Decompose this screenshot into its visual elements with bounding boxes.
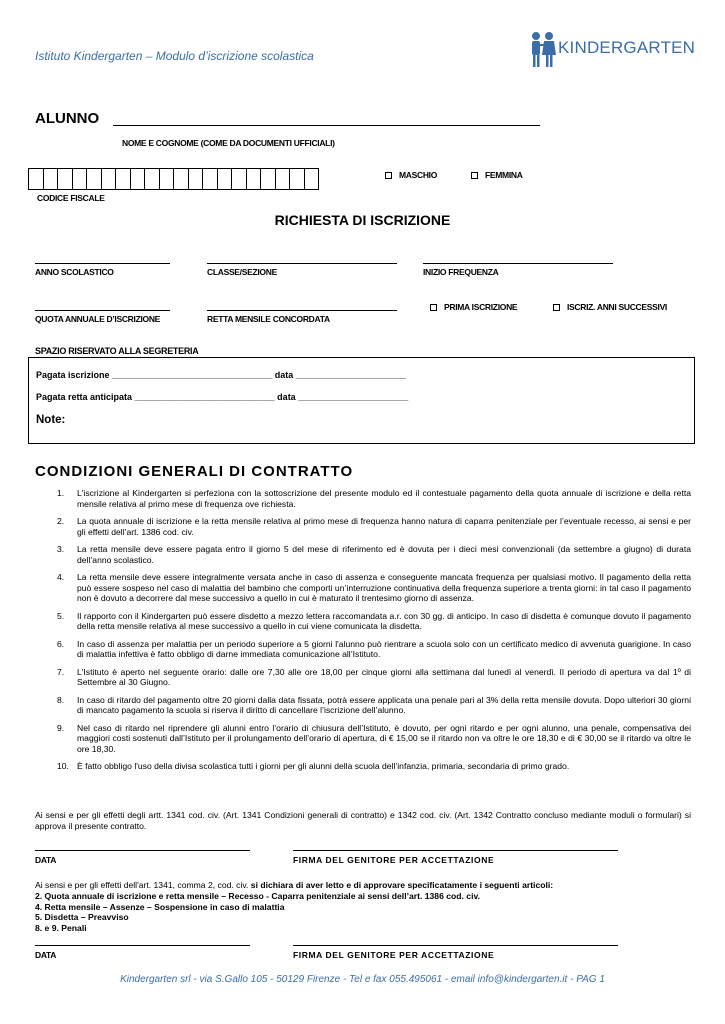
condizioni-list [35,488,691,779]
pagata-iscrizione-row[interactable]: Pagata iscrizione ________________________________ data ______________________ [36,370,406,380]
data-field-2[interactable] [35,945,250,946]
checkbox-icon [471,172,478,179]
nome-caption: NOME E COGNOME (COME DA DOCUMENTI UFFICIALI) [122,138,335,148]
list-item: 8. In caso di ritardo del pagamento oltre 20 giorni dalla data fissata, potrà essere applicata una penale pari al 3% della retta mensile dovuta. Dopo ulteriori 30 giorni di mancato pagamento la scuola si riserva il diritto di cancellare l’iscrizione dell’alunno. [57,694,691,715]
data-field-1[interactable] [35,850,250,851]
quota-label: QUOTA ANNUALE D’ISCRIZIONE [35,314,161,324]
logo-text: KINDERGARTEN [558,38,696,57]
checkbox-icon [430,304,437,311]
sensi-paragraph: Ai sensi e per gli effetti degli artt. 1341 cod. civ. (Art. 1341 Condizioni generali di contratto) e 1342 cod. civ. (Art. 1342 Contratto concluso mediante moduli o formulari) si approva il presente contratto. [35,810,691,831]
approvazione-intro: Ai sensi e per gli effetti dell'art. 1341, comma 2, cod. civ. si dichiara di aver letto e di approvare specificatamente i seguenti articoli: [35,880,554,890]
children-logo-icon [528,30,558,70]
segreteria-title: SPAZIO RISERVATO ALLA SEGRETERIA [35,346,199,356]
list-item: 6. In caso di assenza per malattia per un periodo superiore a 5 giorni l'alunno può rientrare a scuola solo con un certificato medico di avvenuta guarigione. In caso di malattia infettiva è fatto obbligo di darne immediata comunicazione all’Istituto. [57,638,691,659]
anno-field[interactable] [35,263,170,264]
nome-field[interactable] [113,125,540,126]
list-item: 3. La retta mensile deve essere pagata entro il giorno 5 del mese di riferimento ed è dovuta per i dieci mesi convenzionali (da settembre a giugno) di durata dell’anno scolastico. [57,544,691,565]
approvazione-line: 2. Quota annuale di iscrizione e retta mensile – Recesso - Caparra penitenziale ai sensi dell’art. 1386 cod. civ. [35,891,480,901]
approvazione-line: 4. Retta mensile – Assenze – Sospensione in caso di malattia [35,901,285,912]
firma-label-1: FIRMA DEL GENITORE PER ACCETTAZIONE [293,855,495,865]
femmina-checkbox[interactable]: FEMMINA [471,170,523,180]
checkbox-icon [553,304,560,311]
classe-field[interactable] [207,263,397,264]
condizioni-title: CONDIZIONI GENERALI DI CONTRATTO [35,463,354,480]
classe-label: CLASSE/SEZIONE [207,267,277,277]
anno-label: ANNO SCOLASTICO [35,267,114,277]
note-label: Note: [36,414,66,426]
firma-label-2: FIRMA DEL GENITORE PER ACCETTAZIONE [293,950,495,960]
data-label-2: DATA [35,950,57,960]
codice-fiscale-boxes[interactable] [28,168,318,190]
inizio-field[interactable] [423,263,613,264]
retta-field[interactable] [207,310,397,311]
approvazione-line: 8. e 9. Penali [35,922,87,933]
header-title: Istituto Kindergarten – Modulo d’iscrizione scolastica [35,49,314,63]
maschio-checkbox[interactable]: MASCHIO [385,170,437,180]
firma-field-2[interactable] [293,945,618,946]
footer: Kindergarten srl - via S.Gallo 105 - 50129 Firenze - Tel e fax 055.495061 - email info@kindergarten.it - PAG 1 [120,974,605,985]
list-item: 9. Nel caso di ritardo nel riprendere gli alunni entro l’orario di chiusura dell’Istituto, è dovuto, per ogni ritardo e per ogni alunno, una penale, compensativa dei maggiori costi sostenuti dall’Istituto per il prolungamento dell’orario di apertura, di € 15,00 se il ritardo non va oltre le ore 18,30 e di € 30,00 se il ritardo va oltre le ore 18,30. [57,722,691,754]
quota-field[interactable] [35,310,170,311]
list-item: 4. La retta mensile deve essere integralmente versata anche in caso di assenza e conseguente mancata frequenza per qualsiasi motivo. Il pagamento della retta può essere sospeso nel caso di malattia del bambino che comporti un’interruzione continuativa della frequenza superiore a trenta giorni: in tal caso il pagamento non è dovuto a decorrere dal mese successivo a quello in cui è maturato il trentesimo giorno di assenza. [57,572,691,603]
list-item: 7. L'Istituto è aperto nel seguente orario: dalle ore 7,30 alle ore 18,00 per cinque giorni alla settimana dal lunedì al venerdì. Il periodo di apertura va dal 1º di Settembre al 30 Giugno. [57,666,691,687]
list-item: 2. La quota annuale di iscrizione e la retta mensile relativa al primo mese di frequenza hanno natura di caparra penitenziale per l’eventuale recesso, ai sensi e per gli effetti dell’art. 1386 cod. civ. [57,516,691,537]
list-item: 1. L'iscrizione al Kindergarten si perfeziona con la sottoscrizione del presente modulo ed il contestuale pagamento della quota annuale di iscrizione e della retta mensile relativa al primo mese di frequenza ove richiesta. [57,488,691,509]
alunno-label: ALUNNO [35,110,100,127]
prima-iscrizione-checkbox[interactable]: PRIMA ISCRIZIONE [430,302,517,312]
data-label-1: DATA [35,855,57,865]
list-item: 10. È fatto obbligo l'uso della divisa scolastica tutti i giorni per gli alunni della scuola dell’infanzia, primaria, secondaria di primo grado. [57,761,570,771]
list-item: 5. Il rapporto con il Kindergarten può essere disdetto a mezzo lettera raccomandata a.r. con 30 gg. di anticipo. In caso di disdetta è comunque dovuto il pagamento della retta mensile relativa al mese successivo a quello in cui viene comunicata la disdetta. [57,610,691,631]
checkbox-icon [385,172,392,179]
retta-label: RETTA MENSILE CONCORDATA [207,314,330,324]
codice-fiscale-label: CODICE FISCALE [37,193,105,203]
richiesta-title: RICHIESTA DI ISCRIZIONE [274,212,451,228]
inizio-label: INIZIO FREQUENZA [423,267,499,277]
pagata-retta-row[interactable]: Pagata retta anticipata ____________________________ data ______________________ [36,392,409,402]
anni-successivi-checkbox[interactable]: ISCRIZ. ANNI SUCCESSIVI [553,302,667,312]
approvazione-line: 5. Disdetta – Preavviso [35,912,129,922]
firma-field-1[interactable] [293,850,618,851]
